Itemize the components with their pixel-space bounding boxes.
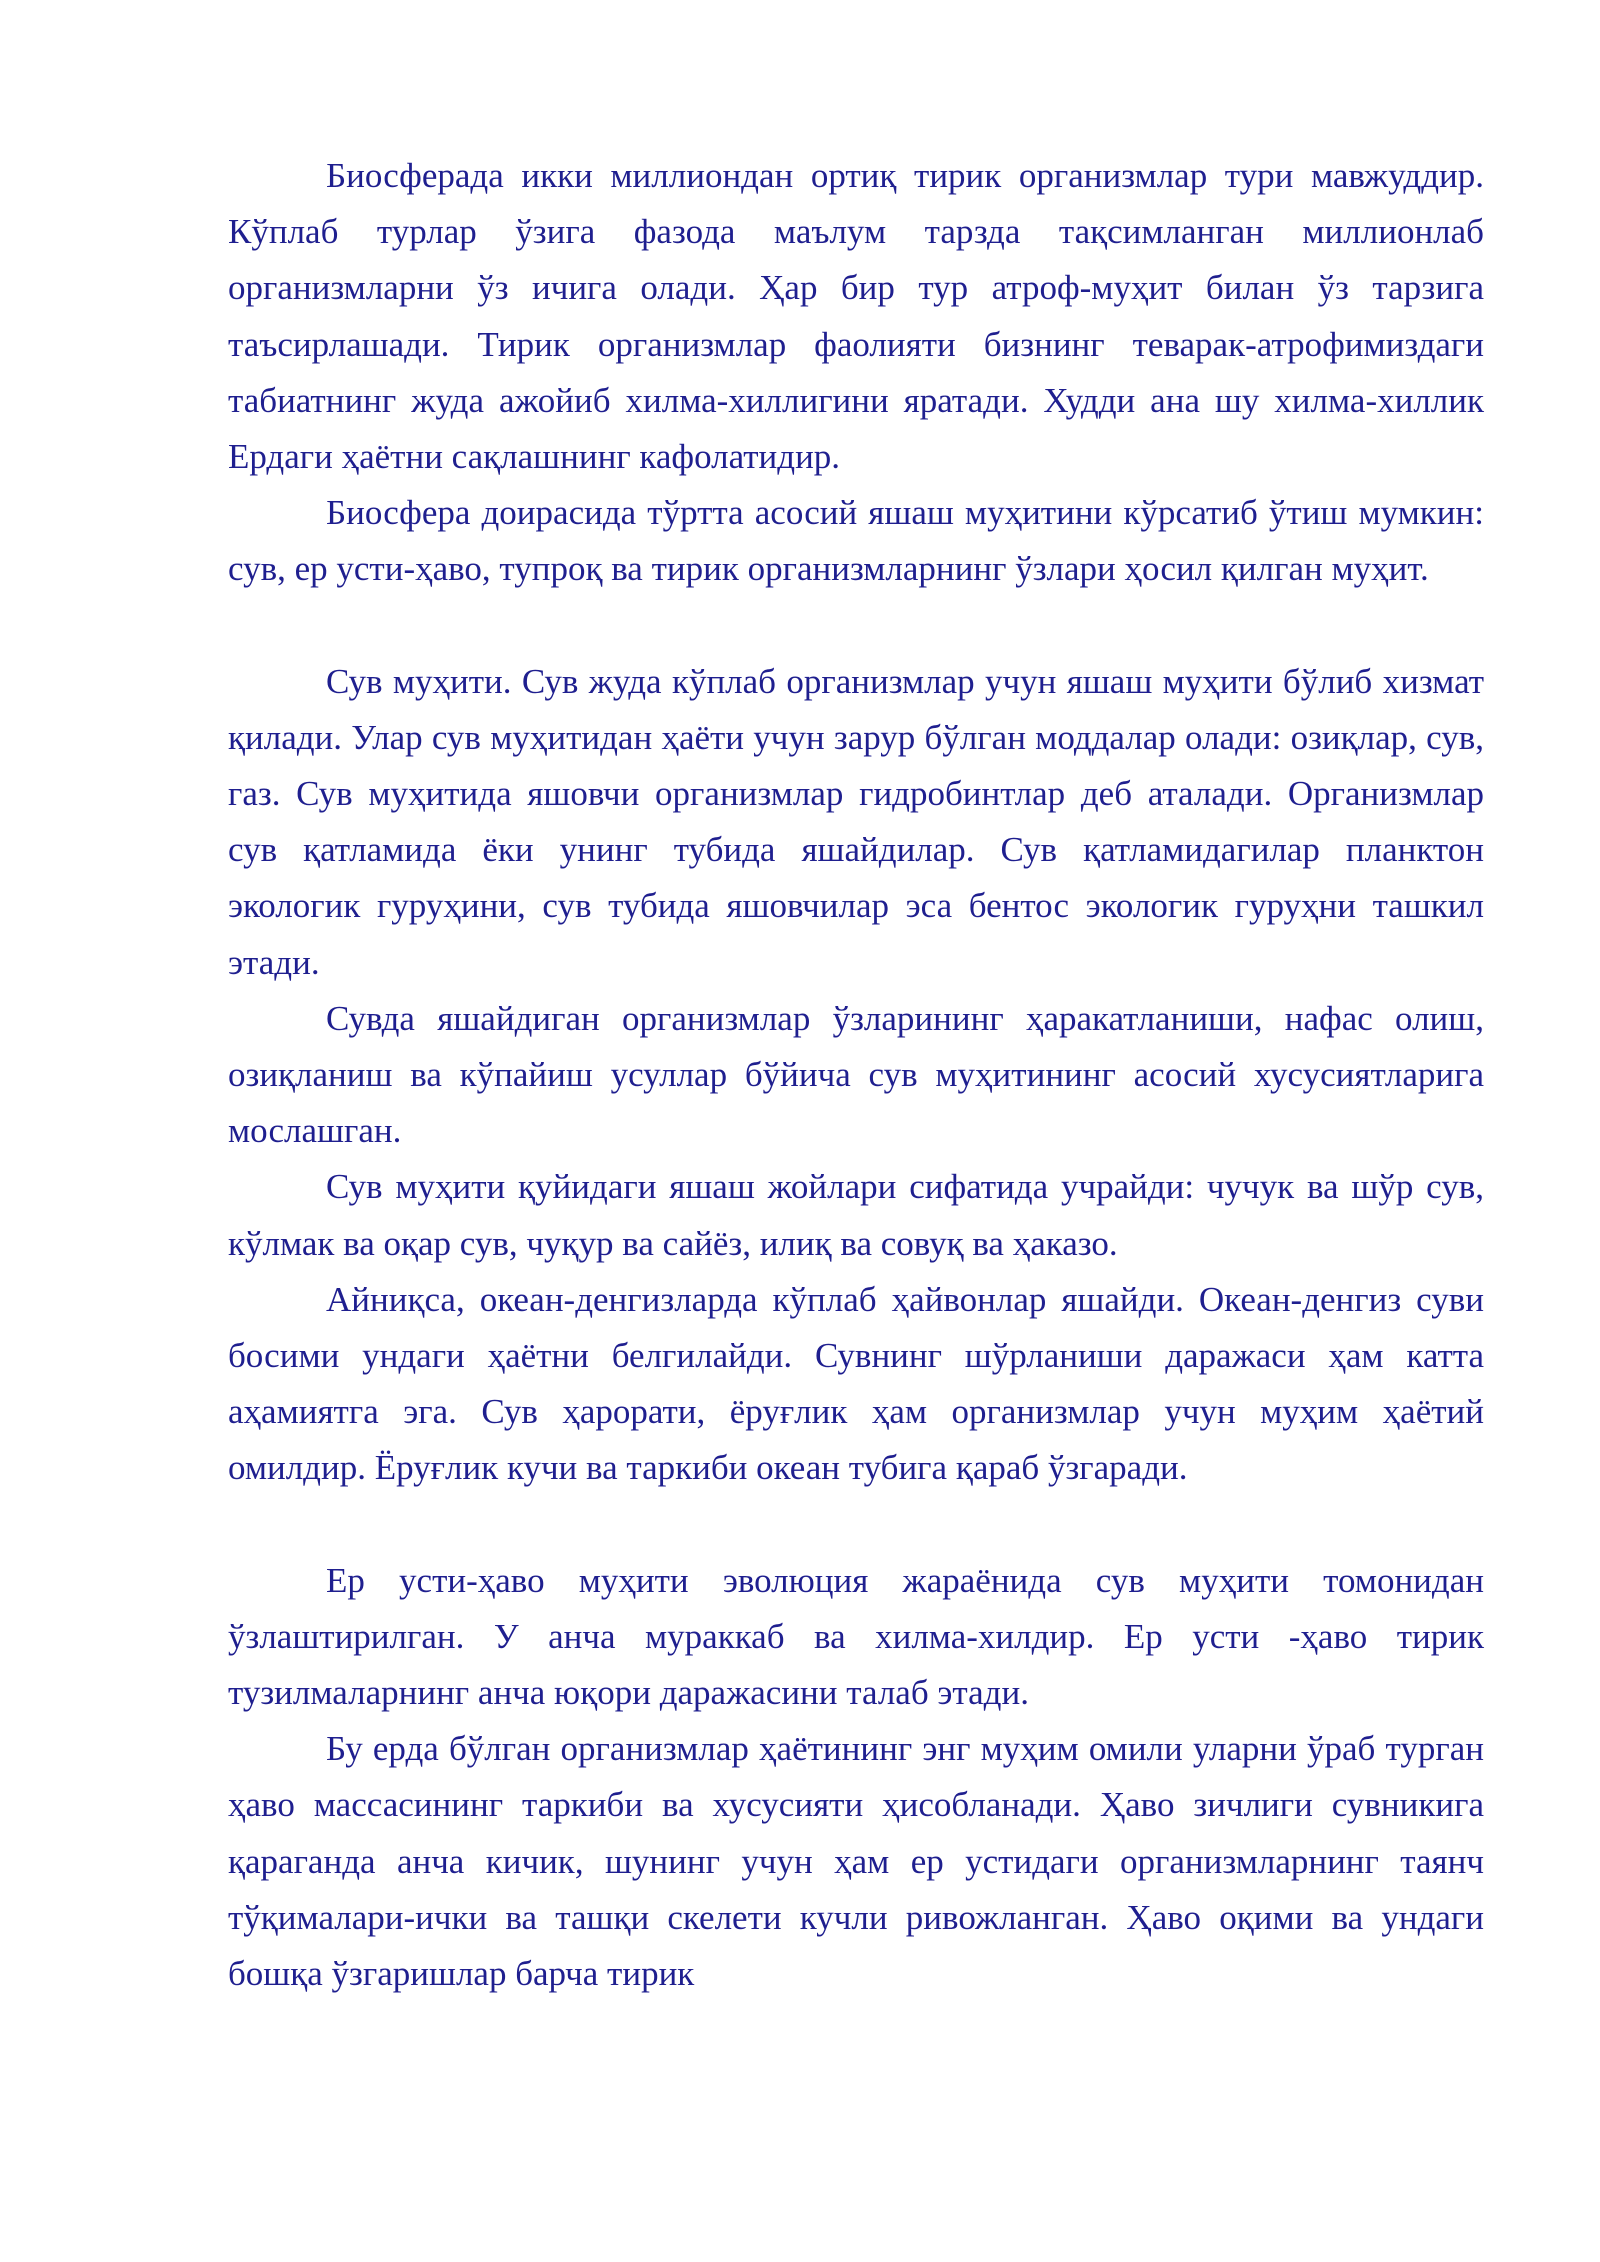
paragraph-water-adaptation: Сувда яшайдиган организмлар ўзларининг ҳаракатланиши, нафас олиш, озиқланиш ва кўпайиш усуллар бўйича сув муҳитининг асосий хусусиятларига мослашган. <box>228 998 1484 1151</box>
paragraph-water-environment: Сув муҳити. Сув жуда кўплаб организмлар учун яшаш муҳити бўлиб хизмат қилади. Улар сув муҳитидан ҳаёти учун зарур бўлган моддалар олади: озиқлар, сув, газ. Сув муҳитида яшовчи организмлар гидробинтлар деб аталади. Организмлар сув қатламида ёки унинг тубида яшайдилар. Сув қатламидагилар планктон экологик гуруҳини, сув тубида яшовчилар эса бентос экологик гуруҳни ташкил этади. <box>228 661 1484 982</box>
text-column <box>228 148 1484 2002</box>
paragraph-habitats: Биосфера доирасида тўртта асосий яшаш муҳитини кўрсатиб ўтиш мумкин: сув, ер усти-ҳаво, тупроқ ва тирик организмларнинг ўзлари ҳосил қилган муҳит. <box>228 493 1484 589</box>
paragraph-land-air-environment: Ер усти-ҳаво муҳити эволюция жараёнида сув муҳити томонидан ўзлаштирилган. У анча мураккаб ва хилма-хилдир. Ер усти -ҳаво тирик тузилмаларнинг анча юқори даражасини талаб этади. <box>228 1560 1484 1713</box>
paragraph-gap <box>228 598 1484 654</box>
paragraph-air-factors: Бу ерда бўлган организмлар ҳаётининг энг муҳим омили уларни ўраб турган ҳаво массасининг таркиби ва хусусияти ҳисобланади. Ҳаво зичлиги сувникига қараганда анча кичик, шунинг учун ҳам ер устидаги организмларнинг таянч тўқималари-ички ва ташқи скелети кучли ривожланган. Ҳаво оқими ва ундаги бошқа ўзгаришлар барча тирик <box>228 1729 1484 1994</box>
paragraph-gap <box>228 1497 1484 1553</box>
paragraph-water-habitats: Сув муҳити қуйидаги яшаш жойлари сифатида учрайди: чучук ва шўр сув, кўлмак ва оқар сув, чуқур ва сайёз, илиқ ва совуқ ва ҳаказо. <box>228 1167 1484 1263</box>
paragraph-ocean: Айниқса, океан-денгизларда кўплаб ҳайвонлар яшайди. Океан-денгиз суви босими ундаги ҳаётни белгилайди. Сувнинг шўрланиши даражаси ҳам катта аҳамиятга эга. Сув ҳарорати, ёруғлик ҳам организмлар учун муҳим ҳаётий омилдир. Ёруғлик кучи ва таркиби океан тубига қараб ўзгаради. <box>228 1279 1484 1488</box>
paragraph-biosphere-intro: Биосферада икки миллиондан ортиқ тирик организмлар тури мавжуддир. Кўплаб турлар ўзига фазода маълум тарзда тақсимланган миллионлаб организмларни ўз ичига олади. Ҳар бир тур атроф-муҳит билан ўз тарзига таъсирлашади. Тирик организмлар фаолияти бизнинг теварак-атрофимиздаги табиатнинг жуда ажойиб хилма-хиллигини яратади. Худди ана шу хилма-хиллик Ердаги ҳаётни сақлашнинг кафолатидир. <box>228 156 1484 477</box>
